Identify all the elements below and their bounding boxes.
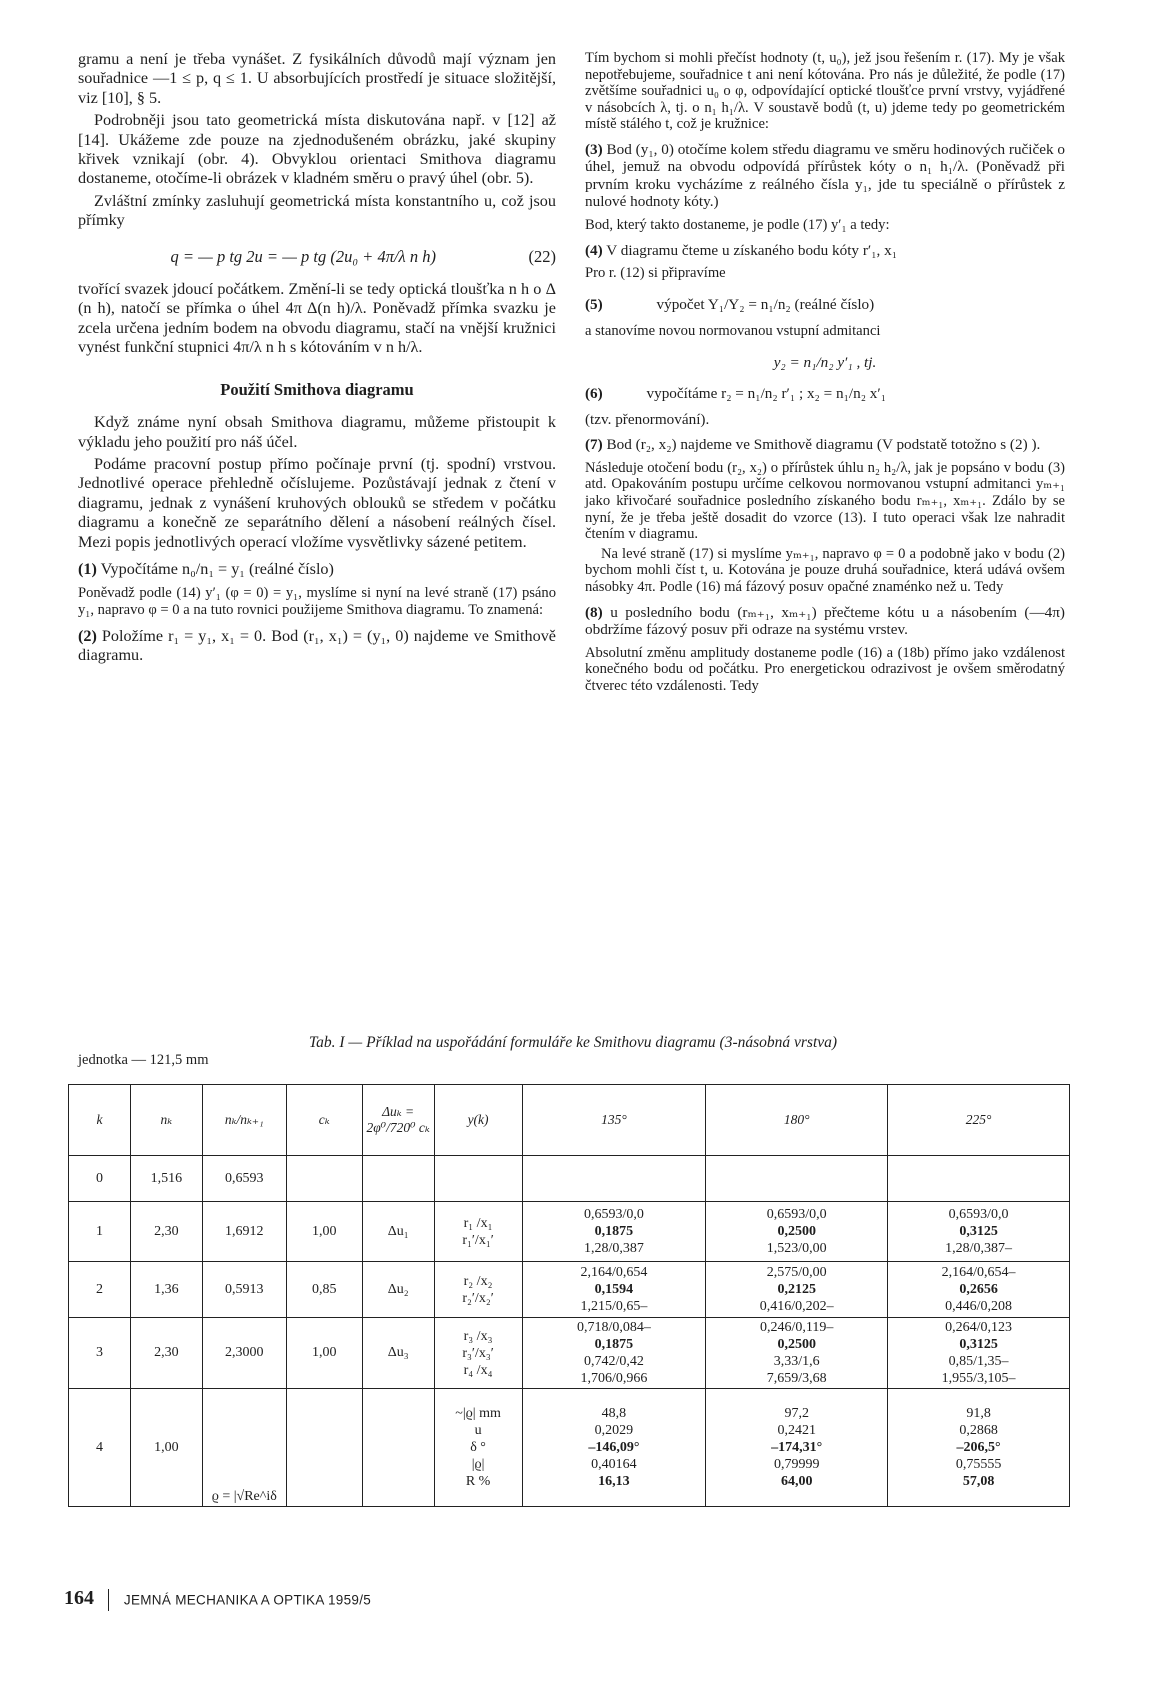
step-number: (2) [78,626,97,645]
value: 0,718/0,084– [576,1320,651,1335]
value: 1,706/0,966 [580,1371,648,1386]
cell-135 [522,1156,706,1202]
cell-n: 1,00 [130,1389,202,1507]
section-heading: Použití Smithova diagramu [220,379,414,399]
cell-y [434,1262,522,1318]
cell-135 [522,1202,706,1262]
cell-135 [522,1318,706,1389]
equation-body: q = — p tg 2u = — p tg (2u₀ + 4π/λ n h) [170,246,436,266]
cell-du: Δu₁ [362,1202,434,1262]
paragraph: gramu a není je třeba vynášet. Z fysikálních důvodů mají význam jen souřadnice —1 ≤ p, q ≤ 1. U absorbujících prostředí je situace složitější, viz [10], § 5. [78,50,556,107]
cell-225 [888,1202,1070,1262]
cell-k: 2 [69,1262,131,1318]
cell-180 [706,1262,888,1318]
cell-c: 1,00 [286,1318,362,1389]
column-header: y(k) [434,1085,522,1156]
value: 0,3125 [959,1337,998,1352]
table-row [69,1389,1070,1507]
equation-22 [78,247,556,266]
value: 0,6593/0,0 [583,1207,644,1222]
step-4 [585,242,1065,260]
cell-135 [522,1389,706,1507]
cell-y [434,1156,522,1202]
note: Bod, který takto dostaneme, je podle (17) y′₁ a tedy: [585,216,890,233]
value: 0,1875 [594,1337,634,1352]
value: 0,40164 [591,1457,637,1472]
cell-du [362,1389,434,1507]
step-number: (4) [585,241,603,259]
cell-ratio: 0,6593 [202,1156,286,1202]
value: 3,33/1,6 [773,1354,820,1369]
value: 0,2029 [594,1423,634,1438]
value: 2,164/0,654– [941,1265,1016,1280]
cell-k: 1 [69,1202,131,1262]
cell-du: Δu₃ [362,1318,434,1389]
value: 0,2656 [959,1282,998,1297]
table-row [69,1318,1070,1389]
value: 0,75555 [955,1457,1002,1472]
value: 0,416/0,202– [759,1299,834,1314]
value: 0,3125 [959,1224,998,1239]
cell-y [434,1389,522,1507]
column-header: 225° [888,1085,1070,1156]
step-text: V diagramu čteme u získaného bodu kóty r′₁, x₁ [606,241,897,259]
equation-y2: y₂ = n₁/n₂ y′₁ , tj. [773,353,877,371]
page-footer [64,1587,371,1611]
value: 0,1594 [594,1282,634,1297]
cell-k: 0 [69,1156,131,1202]
column-header: nₖ [130,1085,202,1156]
value: 0,85/1,35– [948,1354,1009,1369]
step-text: Bod (y₁, 0) otočíme kolem středu diagramu ve směru hodinových ručiček o úhel, jemuž na obvodu odpovídá přírůstek kóty o n₁ h₁/λ. (Poněvadž při prvním kroku vycházíme z reálného čísla y₁, jde tu speciálně o přírůstek z nulové hodnoty kóty.) [585,140,1066,211]
cell-y [434,1202,522,1262]
step-1 [78,560,556,579]
table-unit: jednotka — 121,5 mm [78,1052,209,1068]
paragraph: Zvláštní zmínky zasluhují geometrická místa konstantního u, což jsou přímky [78,191,556,230]
note: Tím bychom si mohli přečíst hodnoty (t, u₀), jež jsou řešením r. (17). My je však nepotřebujeme, souřadnice t ani není kótována. Pro nás je důležité, že podle (17) zvětšíme souřadnici u₀ o φ, odpovídající optické tloušťce první vrstvy, vyjádřené v násobcích λ, tj. o n₁ h₁/λ. V soustavě bodů (t, u) jdeme tedy po geometrickém místě stálého t, což je kružnice: [585,50,1065,133]
cell-du [362,1156,434,1202]
step-number: (5) [585,295,603,313]
value: 0,2500 [777,1224,816,1239]
value: 1,28/0,387 [583,1241,644,1256]
y-label: r₄ /x₄ [463,1362,493,1378]
cell-180 [706,1318,888,1389]
cell-ratio: 1,6912 [202,1202,286,1262]
step-text: Vypočítáme n₀/n₁ = y₁ (reálné číslo) [100,559,334,578]
cell-c [286,1156,362,1202]
cell-n: 1,36 [130,1262,202,1318]
value: 48,8 [601,1406,627,1421]
column-header: nₖ/nₖ₊₁ [202,1085,286,1156]
cell-du: Δu₂ [362,1262,434,1318]
value: 7,659/3,68 [766,1371,827,1386]
y-label: r₃′/x₃′ [462,1345,494,1361]
y-label: r₃ /x₃ [463,1328,493,1344]
step-number: (6) [585,385,603,403]
cell-225 [888,1262,1070,1318]
table-header-row [69,1085,1070,1156]
value: 0,6593/0,0 [766,1207,827,1222]
value: 2,164/0,654 [580,1265,648,1280]
y-label: δ ° [470,1440,486,1455]
value: 0,2125 [777,1282,816,1297]
note: Absolutní změnu amplitudy dostaneme podle (16) a (18b) přímo jako vzdálenost konečného bodu od počátku. Pro energetickou odrazivost je ovšem směrodatný čtverec této vzdálenosti. Tedy [585,644,1065,694]
column-header: k [69,1085,131,1156]
cell-225 [888,1156,1070,1202]
right-column [585,50,1065,697]
table-row [69,1156,1070,1202]
footer-divider [108,1589,109,1611]
cell-225 [888,1318,1070,1389]
column-header: cₖ [286,1085,362,1156]
note: Na levé straně (17) si myslíme yₘ₊₁, napravo φ = 0 a podobně jako v bodu (2) bychom mohli číst t, u. Kotována je pouze druhá souřadnice, která udává ovšem násobky 4π. Podle (16) má fázový posuv opačné znaménko než u. Tedy [585,545,1065,595]
journal-name: JEMNÁ MECHANIKA A OPTIKA 1959/5 [123,1592,372,1608]
column-header: 180° [706,1085,888,1156]
value: 0,246/0,119– [760,1320,834,1335]
paragraph: tvořící svazek jdoucí počátkem. Změní-li se tedy optická tloušťka n h o Δ (n h), natočí se přímka o úhel 4π Δ(n h)/λ. Poněvadž přímka svazku je zcela určena jedním bodem na obvodu diagramu, stačí na vnější kružnici vynést funkční stupnici 4π/λ n h s kótováním v n h/λ. [78,280,556,357]
step-text: u posledního bodu (rₘ₊₁, xₘ₊₁) přečteme kótu u a násobením (—4π) obdržíme fázový posuv při odraze na systému vrstev. [585,603,1065,638]
value: 97,2 [784,1406,809,1421]
cell-ratio: 0,5913 [202,1262,286,1318]
value: –146,09° [588,1440,640,1455]
y-label: r₁ /x₁ [463,1215,493,1231]
step-number: (3) [585,140,603,158]
value: 0,742/0,42 [583,1354,644,1369]
value: 1,955/3,105– [941,1371,1016,1386]
y-label: ~|ϱ| mm [455,1406,501,1421]
step-number: (1) [78,559,97,578]
cell-n: 2,30 [130,1202,202,1262]
value: 0,446/0,208 [945,1299,1012,1314]
step-text: Položíme r₁ = y₁, x₁ = 0. Bod (r₁, x₁) = (y₁, 0) najdeme ve Smithově diagramu. [78,626,556,664]
note: Poněvadž podle (14) y′₁ (φ = 0) = y₁, myslíme si nyní na levé straně (17) psáno y₁, napravo φ = 0 a na tuto rovnici použijeme Smithova diagramu. To znamená: [78,585,556,618]
step-3 [585,141,1065,211]
table-row [69,1202,1070,1262]
paragraph: Podáme pracovní postup přímo počínaje první (tj. spodní) vrstvou. Jednotlivé operace přehledně očíslujeme. Pozůstávají jednak z čtení v diagramu, jednak z vynášení kruhových oblouků se středem v počátku diagramu a konečně ze separátního dělení a násobení reálných čísel. Mezi popis jednotlivých operací vložíme vysvětlivky sázené petitem. [78,454,556,551]
value: 16,13 [598,1474,630,1489]
y-label: |ϱ| [471,1457,485,1472]
value: 2,3000 [225,1345,264,1360]
step-text: Bod (r₂, x₂) najdeme ve Smithově diagramu (V podstatě totožno s (2) ). [606,436,1041,454]
note: Pro r. (12) si připravíme [585,265,726,282]
cell-k: 4 [69,1389,131,1507]
cell-n: 1,516 [130,1156,202,1202]
value: 0,1875 [594,1224,634,1239]
left-column [78,50,556,671]
value: 91,8 [966,1406,991,1421]
value: –206,5° [956,1440,1001,1455]
column-header: 135° [522,1085,706,1156]
paragraph: Když známe nyní obsah Smithova diagramu, můžeme přistoupit k výkladu jeho použití pro náš účel. [78,413,556,451]
value: 0,6593/0,0 [948,1207,1009,1222]
cell-180 [706,1389,888,1507]
paragraph: Podrobněji jsou tato geometrická místa diskutována např. v [12] až [14]. Ukážeme zde pouze na zjednodušeném obrázku, jaké skupiny křivek vznikají (obr. 4). Obvyklou orientaci Smithova diagramu dostaneme, otočíme-li obrázek v kladném směru o pravý úhel (obr. 5). [78,111,556,188]
value: 1,28/0,387– [945,1241,1012,1256]
y-label: r₁′/x₁′ [462,1232,494,1248]
value: 0,2500 [777,1337,816,1352]
cell-c: 1,00 [286,1202,362,1262]
cell-c: 0,85 [286,1262,362,1318]
column-header: Δuₖ = 2φ⁰/720⁰ cₖ [362,1085,434,1156]
value: 64,00 [780,1474,813,1489]
equation-number: (22) [528,246,556,266]
value: –174,31° [771,1440,823,1455]
y-label: u [474,1423,482,1438]
value: 0,2868 [959,1423,998,1438]
step-2 [78,627,556,666]
step-5 [585,296,1065,314]
value: 0,264/0,123 [945,1320,1012,1335]
table-caption: Tab. I — Příklad na uspořádání formuláře ke Smithovu diagramu (3-násobná vrstva) [308,1034,838,1051]
cell-ratio [202,1318,286,1389]
value: 1,215/0,65– [580,1299,648,1314]
step-number: (7) [585,436,603,454]
value: 2,575/0,00 [766,1265,827,1280]
cell-k: 3 [69,1318,131,1389]
value: 0,79999 [773,1457,820,1472]
step-number: (8) [585,603,603,621]
note: a stanovíme novou normovanou vstupní admitanci [585,323,881,340]
table-row [69,1262,1070,1318]
step-text: vypočítáme r₂ = n₁/n₂ r′₁ ; x₂ = n₁/n₂ x′₁ [646,385,887,403]
page-number: 164 [64,1587,94,1609]
step-text: výpočet Y₁/Y₂ = n₁/n₂ (reálné číslo) [656,295,875,313]
cell-y [434,1318,522,1389]
cell-c [286,1389,362,1507]
cell-135 [522,1262,706,1318]
note: Následuje otočení bodu (r₂, x₂) o přírůstek úhlu n₂ h₂/λ, jak je popsáno v bodu (3) atd. Opakováním postupu určíme celkovou normovanou vstupní admitanci yₘ₊₁ jako křivočaré souřadnice posledního získaného bodu rₘ₊₁, xₘ₊₁. Zdálo by se nyní, že je třeba ještě dosadit do vzorce (13). I tuto operaci však lze nahradit čtením v diagramu. [585,459,1065,543]
cell-rho-label: ϱ = |√Re^iδ [202,1389,286,1507]
y-label: R % [465,1474,491,1489]
value: 1,523/0,00 [766,1241,827,1256]
cell-225 [888,1389,1070,1507]
value: 57,08 [962,1474,995,1489]
step-7 [585,436,1065,454]
cell-180 [706,1202,888,1262]
step-6 [585,385,1065,403]
y-label: r₂′/x₂′ [462,1290,494,1306]
cell-180 [706,1156,888,1202]
cell-n: 2,30 [130,1318,202,1389]
data-table [68,1084,1070,1507]
value: 0,2421 [777,1423,816,1438]
note: (tzv. přenormování). [585,410,710,428]
step-8 [585,604,1065,639]
y-label: r₂ /x₂ [463,1273,493,1289]
